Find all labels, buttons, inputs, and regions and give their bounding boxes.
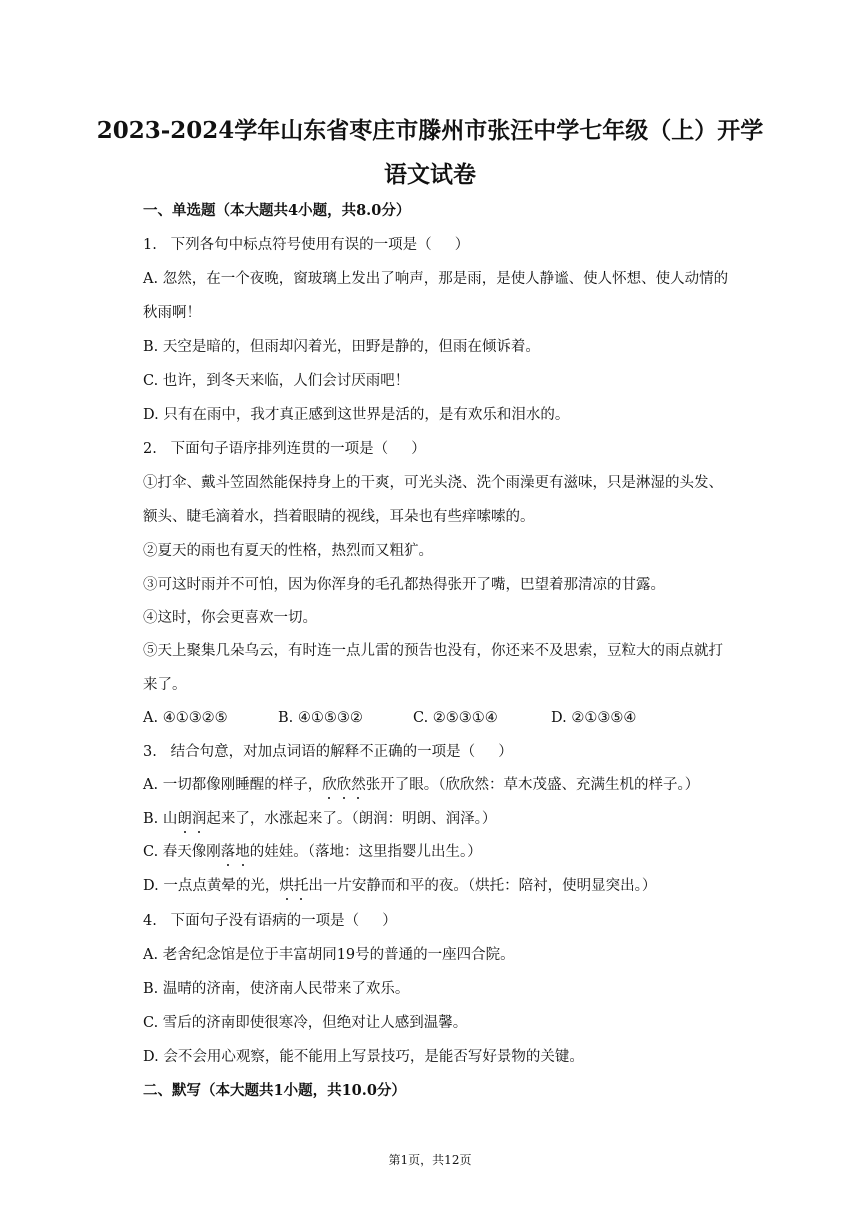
q3-c-suffix: 的娃娃。（落地：这里指婴儿出生。） xyxy=(249,844,482,860)
q1-option-d: D. 只有在雨中，我才真正感到这世界是活的，是有欢乐和泪水的。 xyxy=(143,407,570,423)
dotted-char: 然 xyxy=(351,777,366,793)
q3-a-suffix: 张开了眼。（欣欣然：草木茂盛、充满生机的样子。） xyxy=(365,777,700,793)
q3-stem: 3. 结合句意，对加点词语的解释不正确的一项是（ ） xyxy=(143,744,513,760)
q2-option-d: D. ②①③⑤④ xyxy=(551,710,637,726)
q3-c-prefix: C. 春天像刚 xyxy=(143,844,221,860)
dotted-char: 地 xyxy=(235,844,250,860)
q2-sentence5-line2: 来了。 xyxy=(143,677,187,693)
q2-sentence3: ③可这时雨并不可怕，因为你浑身的毛孔都热得张开了嘴，巴望着那清凉的甘露。 xyxy=(143,577,665,593)
q4-stem: 4. 下面句子没有语病的一项是（ ） xyxy=(143,913,397,929)
q2-sentence1-line1: ①打伞、戴斗笠固然能保持身上的干爽，可光头浇、洗个雨澡更有滋味，只是淋湿的头发、 xyxy=(143,475,723,491)
q3-b-prefix: B. 山 xyxy=(143,811,178,827)
q4-option-b: B. 温晴的济南，使济南人民带来了欢乐。 xyxy=(143,981,410,997)
q2-stem: 2. 下面句子语序排列连贯的一项是（ ） xyxy=(143,441,426,457)
q1-option-a-line2: 秋雨啊！ xyxy=(143,305,201,321)
q1-option-a-line1: A. 忽然，在一个夜晚，窗玻璃上发出了响声，那是雨，是使人静谧、使人怀想、使人动情的 xyxy=(143,271,729,287)
q4-option-c: C. 雪后的济南即使很寒冷，但绝对让人感到温馨。 xyxy=(143,1015,468,1031)
q1-option-c: C. 也许，到冬天来临，人们会讨厌雨吧！ xyxy=(143,373,410,389)
dotted-char: 烘 xyxy=(279,878,294,894)
q2-option-a: A. ④①③②⑤ xyxy=(143,710,228,726)
exam-title-line2: 语文试卷 xyxy=(384,161,476,188)
q3-a-prefix: A. 一切都像刚睡醒的样子， xyxy=(143,777,323,793)
q3-b-suffix: 起来了，水涨起来了。（朗润：明朗、润泽。） xyxy=(206,811,497,827)
dotted-char: 欣 xyxy=(336,777,352,793)
section2-heading: 二、默写（本大题共1小题，共10.0分） xyxy=(143,1082,406,1099)
q1-stem: 1. 下列各句中标点符号使用有误的一项是（ ） xyxy=(143,237,470,253)
q2-option-c: C. ②⑤③①④ xyxy=(413,710,498,726)
q3-d-prefix: D. 一点点黄晕的光， xyxy=(143,878,280,894)
exam-title-line1: 2023-2024学年山东省枣庄市滕州市张汪中学七年级（上）开学 xyxy=(96,117,764,144)
dotted-char: 落 xyxy=(220,844,236,860)
q3-option-b xyxy=(143,810,763,828)
dotted-char: 欣 xyxy=(322,777,337,793)
q2-sentence4: ④这时，你会更喜欢一切。 xyxy=(143,610,317,626)
q3-option-d xyxy=(143,877,763,895)
dotted-char: 朗 xyxy=(177,811,192,827)
dotted-char: 托 xyxy=(293,878,309,894)
q4-option-d: D. 会不会用心观察，能不能用上写景技巧，是能否写好景物的关键。 xyxy=(143,1049,584,1065)
dotted-char: 润 xyxy=(191,811,207,827)
q1-option-b: B. 天空是暗的，但雨却闪着光，田野是静的，但雨在倾诉着。 xyxy=(143,339,540,355)
q2-sentence5-line1: ⑤天上聚集几朵乌云，有时连一点儿雷的预告也没有，你还来不及思索，豆粒大的雨点就打 xyxy=(143,643,723,659)
q3-option-a xyxy=(143,776,763,794)
q4-option-a: A. 老舍纪念馆是位于丰富胡同19号的普通的一座四合院。 xyxy=(143,947,515,963)
q2-sentence2: ②夏天的雨也有夏天的性格，热烈而又粗犷。 xyxy=(143,543,433,559)
q3-d-suffix: 出一片安静而和平的夜。（烘托：陪衬，使明显突出。） xyxy=(308,878,657,894)
q3-option-c xyxy=(143,843,763,861)
section1-heading: 一、单选题（本大题共4小题，共8.0分） xyxy=(143,202,411,219)
q2-sentence1-line2: 额头、睫毛滴着水，挡着眼睛的视线，耳朵也有些痒嗦嗦的。 xyxy=(143,509,535,525)
q2-option-b: B. ④①⑤③② xyxy=(278,710,363,726)
page-footer: 第1页，共12页 xyxy=(388,1153,472,1167)
